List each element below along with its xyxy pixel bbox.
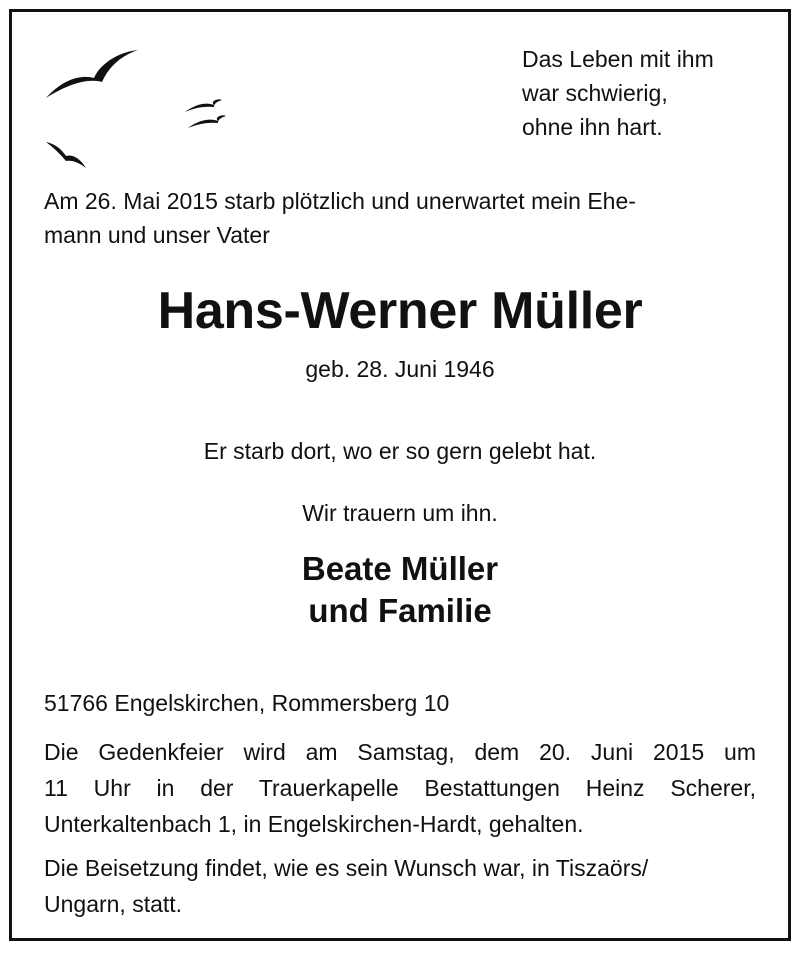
bird-icon bbox=[185, 99, 222, 112]
bird-icon bbox=[46, 50, 138, 98]
address: 51766 Engelskirchen, Rommersberg 10 bbox=[44, 690, 450, 716]
motto-line: Das Leben mit ihm bbox=[522, 46, 714, 72]
announcement-line: Am 26. Mai 2015 starb plötzlich und unerwartet mein Ehe- bbox=[44, 188, 636, 214]
burial-line: Die Beisetzung findet, wie es sein Wunsch war, in Tiszaörs/ bbox=[44, 855, 649, 881]
signer-family: und Familie bbox=[308, 592, 492, 629]
signer-name: Beate Müller bbox=[301, 550, 499, 587]
death-announcement bbox=[44, 184, 756, 252]
burial-info bbox=[44, 850, 756, 922]
service-line: Unterkaltenbach 1, in Engelskirchen-Hardt, gehalten. bbox=[44, 811, 584, 837]
memorial-service-info bbox=[44, 734, 756, 842]
birds-illustration bbox=[40, 40, 240, 180]
service-line: Die Gedenkfeier wird am Samstag, dem 20. Juni 2015 um bbox=[44, 739, 756, 765]
motto-line: ohne ihn hart. bbox=[522, 114, 663, 140]
birth-date: geb. 28. Juni 1946 bbox=[305, 356, 495, 382]
motto bbox=[522, 42, 714, 144]
bird-icon bbox=[46, 142, 86, 168]
quote: Er starb dort, wo er so gern gelebt hat. bbox=[203, 438, 597, 464]
burial-line: Ungarn, statt. bbox=[44, 891, 183, 917]
mourning-line: Wir trauern um ihn. bbox=[302, 500, 498, 526]
deceased-name: Hans-Werner Müller bbox=[157, 282, 643, 340]
motto-line: war schwierig, bbox=[522, 80, 668, 106]
signers bbox=[0, 548, 800, 632]
announcement-line: mann und unser Vater bbox=[44, 222, 270, 248]
service-line: 11 Uhr in der Trauerkapelle Bestattungen Heinz Scherer, bbox=[44, 775, 756, 801]
bird-icon bbox=[188, 115, 226, 128]
